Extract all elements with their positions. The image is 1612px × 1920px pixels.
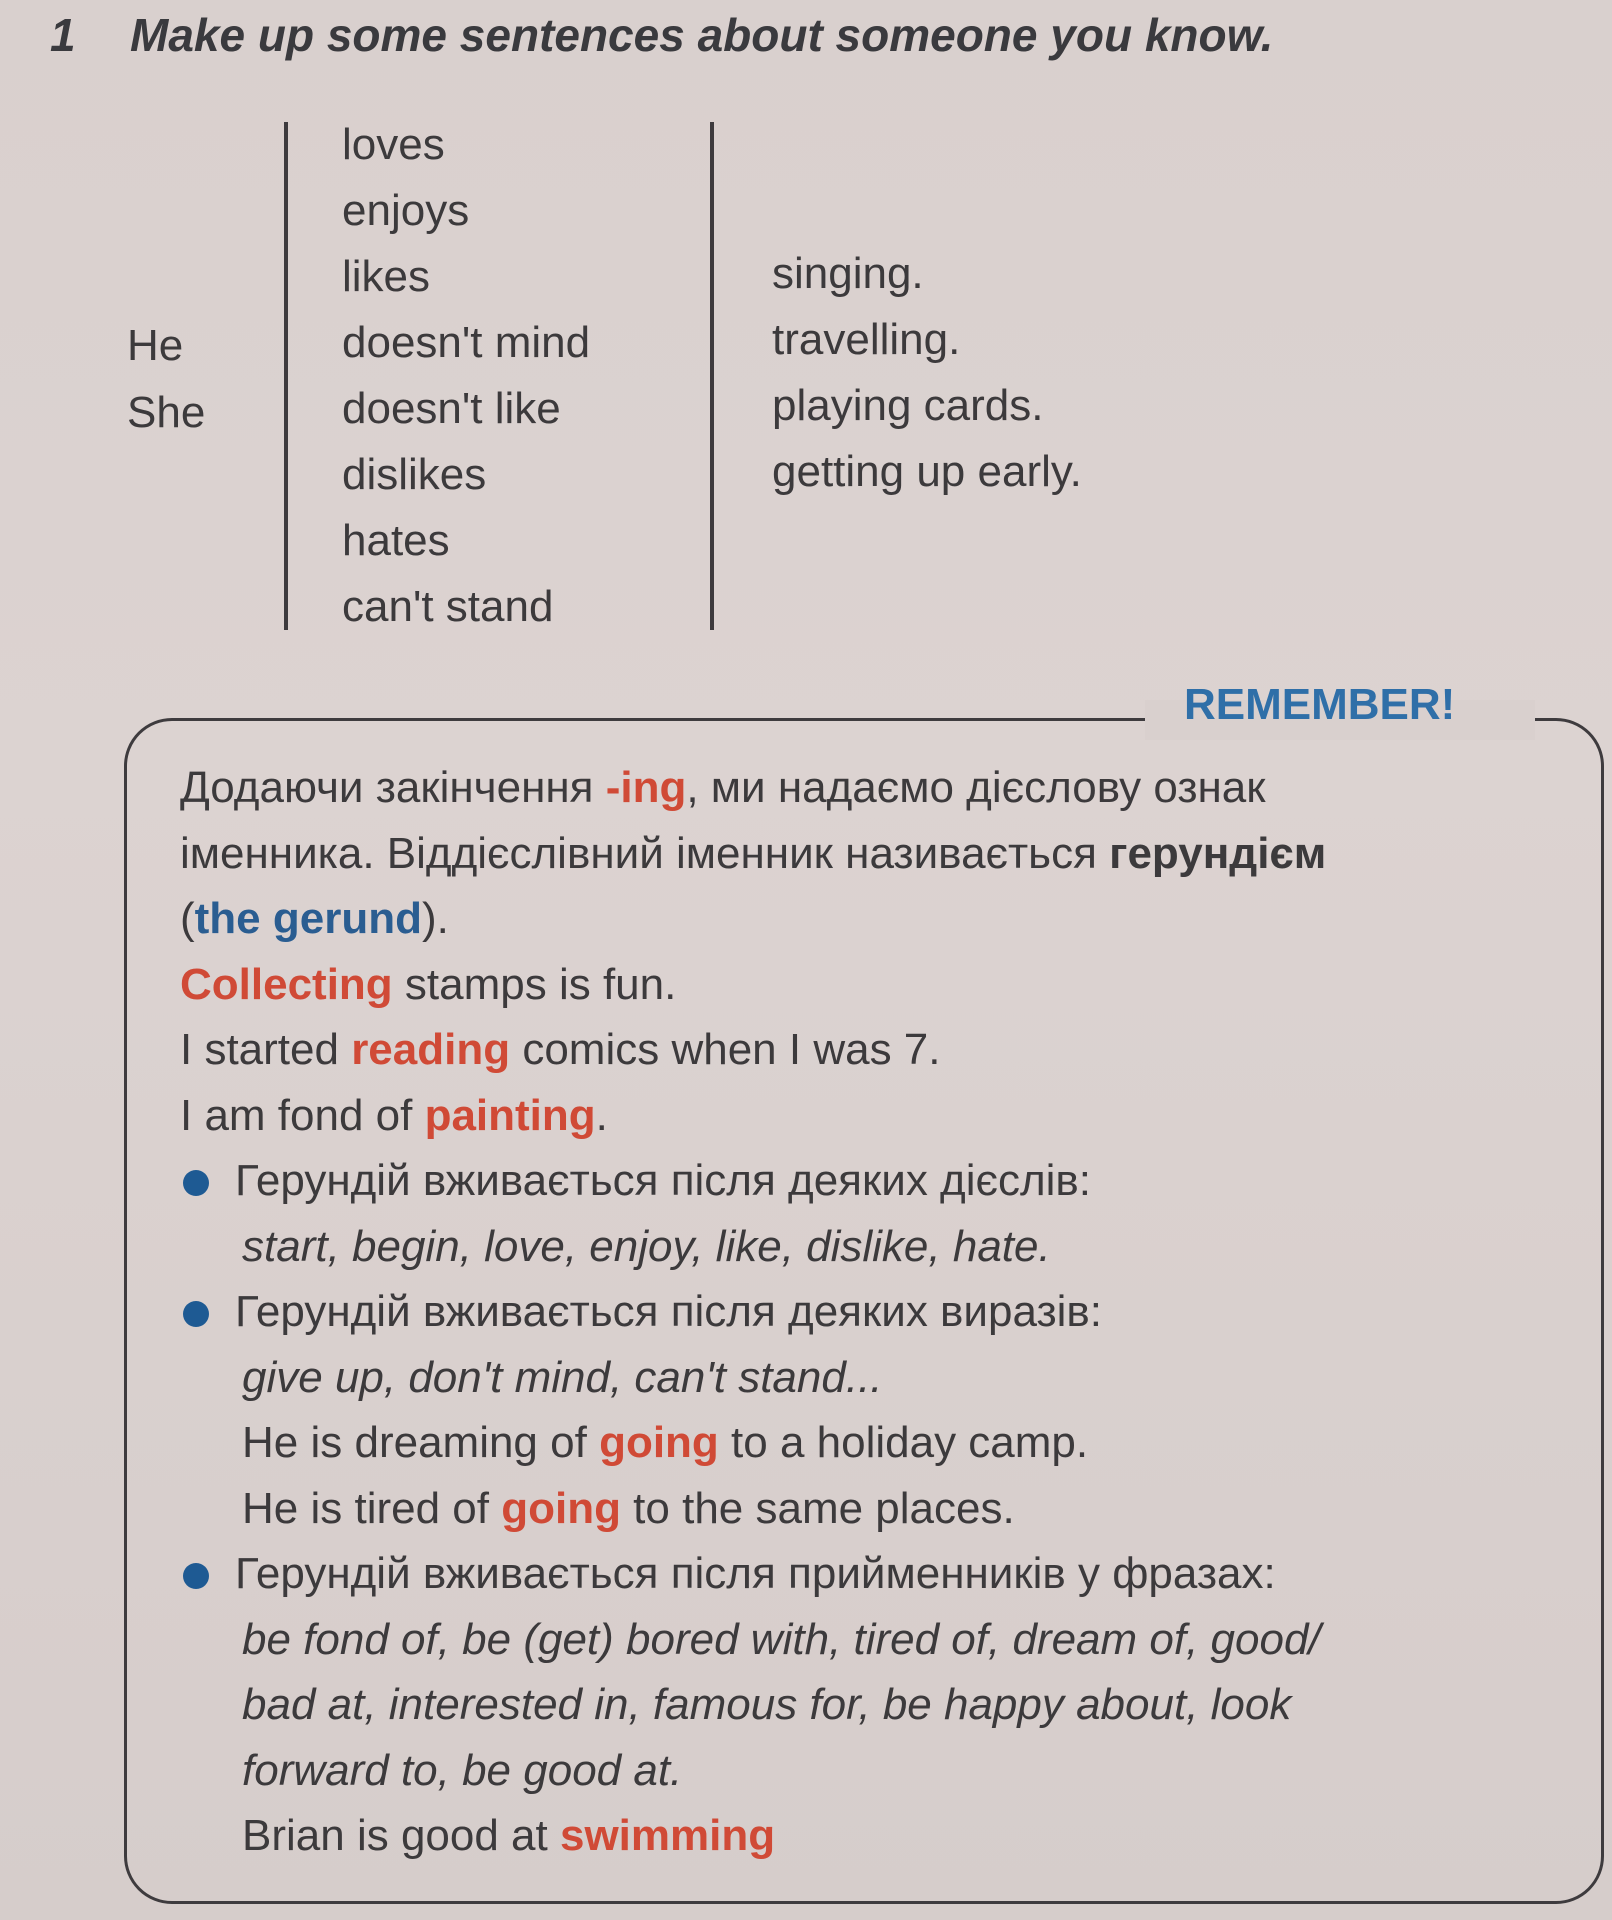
verb-item: enjoys (342, 186, 470, 235)
exercise-number: 1 (50, 9, 76, 61)
gerund-word: going (599, 1418, 719, 1467)
column-divider-left (284, 122, 288, 630)
rule-text: Герундій вживається після деяких виразів: (235, 1287, 1103, 1336)
intro-line-2 (180, 821, 1580, 887)
rule-3-list-line: be fond of, be (get) bored with, tired of, dream of, good/ (242, 1614, 1321, 1664)
rule-2-list: give up, don't mind, can't stand... (242, 1352, 883, 1402)
rule-text: Герундій вживається після деяких дієслів: (235, 1156, 1092, 1205)
example-line (180, 1476, 1580, 1542)
gerund-term-eng: the gerund (194, 894, 422, 943)
text-span: to the same places. (620, 1483, 1015, 1533)
intro-line-3 (180, 886, 1580, 952)
verb-item: hates (342, 516, 450, 565)
example-line (180, 1083, 1580, 1149)
exercise-instruction: Make up some sentences about someone you know. (130, 9, 1274, 61)
text-span: He is dreaming of (242, 1418, 600, 1467)
rule-3-list-line: bad at, interested in, famous for, be happy about, look (242, 1680, 1292, 1729)
intro-line-1 (180, 755, 1580, 821)
verb-item: doesn't like (342, 384, 561, 433)
verb-item: can't stand (342, 582, 554, 631)
text-span: ( (180, 894, 195, 943)
text-span: I started (180, 1025, 352, 1074)
text-span: stamps is fun. (392, 959, 677, 1009)
rule-text: Герундій вживається після прийменників у фразах: (235, 1549, 1276, 1598)
text-span: іменника. Віддієслівний іменник називається (180, 828, 1110, 878)
activity-item: getting up early. (772, 447, 1082, 496)
remember-content (180, 755, 1580, 1869)
verb-item: likes (342, 252, 431, 301)
verb-item: loves (342, 120, 445, 169)
subject-she: She (127, 388, 206, 437)
text-span: He is tired of (242, 1483, 502, 1533)
example-line (180, 1017, 1580, 1083)
text-span: ). (421, 894, 449, 943)
text-span: comics when I was 7. (510, 1025, 941, 1074)
exercise-heading (50, 8, 1273, 62)
activity-column (772, 241, 1082, 505)
example-line (180, 1803, 1580, 1869)
text-span: Brian is good at (242, 1811, 560, 1860)
text-span: , ми надаємо дієслову ознак (686, 763, 1266, 812)
gerund-word: going (501, 1483, 621, 1533)
ing-ending: -ing (605, 763, 687, 812)
activity-item: singing. (772, 249, 924, 298)
rule-1 (180, 1148, 1580, 1214)
verb-item: doesn't mind (342, 318, 591, 367)
gerund-term-ukr: герундієм (1109, 828, 1327, 878)
gerund-word: swimming (559, 1811, 776, 1860)
gerund-word: reading (351, 1025, 511, 1074)
verb-item: dislikes (342, 450, 487, 499)
text-span: . (595, 1090, 608, 1140)
subject-he: He (127, 321, 184, 370)
text-span: I am fond of (180, 1090, 425, 1140)
example-line (180, 952, 1580, 1018)
rule-3 (180, 1541, 1580, 1607)
rule-3-list-line: forward to, be good at. (242, 1745, 683, 1795)
gerund-word: painting (424, 1090, 596, 1140)
activity-item: travelling. (772, 315, 961, 364)
gerund-word: Collecting (180, 959, 393, 1009)
bullet-icon (183, 1170, 209, 1196)
rule-1-list: start, begin, love, enjoy, like, dislike, hate. (242, 1221, 1051, 1271)
activity-item: playing cards. (772, 381, 1044, 430)
bullet-icon (183, 1563, 209, 1589)
verb-column (342, 112, 590, 640)
remember-title: REMEMBER! (1184, 680, 1456, 729)
text-span: Додаючи закінчення (180, 763, 606, 812)
subject-column (127, 312, 205, 446)
column-divider-right (710, 122, 714, 630)
bullet-icon (183, 1301, 209, 1327)
example-line (180, 1410, 1580, 1476)
text-span: to a holiday camp. (718, 1418, 1089, 1467)
rule-2 (180, 1279, 1580, 1345)
